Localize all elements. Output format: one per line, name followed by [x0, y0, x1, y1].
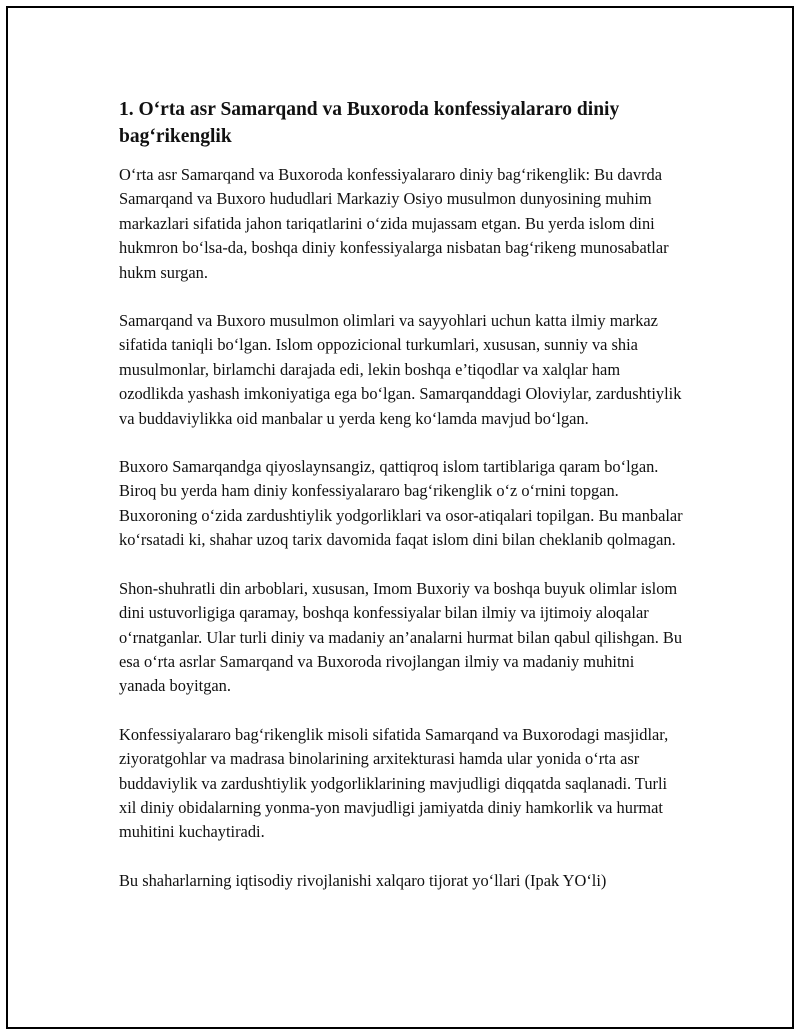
page-border [6, 6, 794, 1029]
section-heading: 1. O‘rta asr Samarqand va Buxoroda konfessiyalararo diniy bag‘rikenglik [119, 99, 620, 147]
paragraph: Samarqand va Buxoro musulmon olimlari va sayyohlari uchun katta ilmiy markaz sifatida taniqli bo‘lgan. Islom oppozicional turkumlari, xususan, sunniy va shia musulmonlar, birlamchi darajada edi, lekin boshqa e’tiqodlar va xalqlar ham ozodlikda yashash imkoniyatiga ega bo‘lgan. Samarqanddagi Oloviylar, zardushtiylik va buddaviylikka oid manbalar u yerda keng ko‘lamda mavjud bo‘lgan. [119, 311, 682, 428]
paragraph: Bu shaharlarning iqtisodiy rivojlanishi xalqaro tijorat yo‘llari (Ipak YO‘li) [119, 870, 607, 890]
paragraph: Konfessiyalararo bag‘rikenglik misoli sifatida Samarqand va Buxorodagi masjidlar, ziyoratgohlar va madrasa binolarining arxitekturasi hamda ular yonida o‘rta asr buddaviylik va zardushtiylik yodgorliklarining mavjudligi diqqatda saqlanadi. Turli xil diniy obidalarning yonma-yon mavjudligi jamiyatda diniy hamkorlik va hurmat muhitini kuchaytiradi. [119, 724, 669, 842]
paragraph: Buxoro Samarqandga qiyoslaynsangiz, qattiqroq islom tartiblariga qaram bo‘lgan. Biroq bu yerda ham diniy konfessiyalararo bag‘rikenglik o‘z o‘rnini topgan. Buxoroning o‘zida zardushtiylik yodgorliklari va osor-atiqalari topilgan. Bu manbalar ko‘rsatadi ki, shahar uzoq tarix davomida faqat islom dini bilan cheklanib qolmagan. [119, 457, 683, 550]
document-body [119, 96, 684, 917]
paragraph: Shon-shuhratli din arboblari, xususan, Imom Buxoriy va boshqa buyuk olimlar islom dini ustuvorligiga qaramay, boshqa konfessiyalar bilan ilmiy va ijtimoiy aloqalar o‘rnatganlar. Ular turli diniy va madaniy an’analarni hurmat bilan qabul qilishgan. Bu esa o‘rta asrlar Samarqand va Buxoroda rivojlangan ilmiy va madaniy muhitni yanada boyitgan. [119, 578, 683, 696]
paragraph: O‘rta asr Samarqand va Buxoroda konfessiyalararo diniy bag‘rikenglik: Bu davrda Samarqand va Buxoro hududlari Markaziy Osiyo musulmon dunyosining muhim markazlari sifatida jahon tariqatlarini o‘zida mujassam etgan. Bu yerda islom dini hukmron bo‘lsa-da, boshqa diniy konfessiyalarga nisbatan bag‘rikeng munosabatlar hukm surgan. [119, 165, 669, 282]
